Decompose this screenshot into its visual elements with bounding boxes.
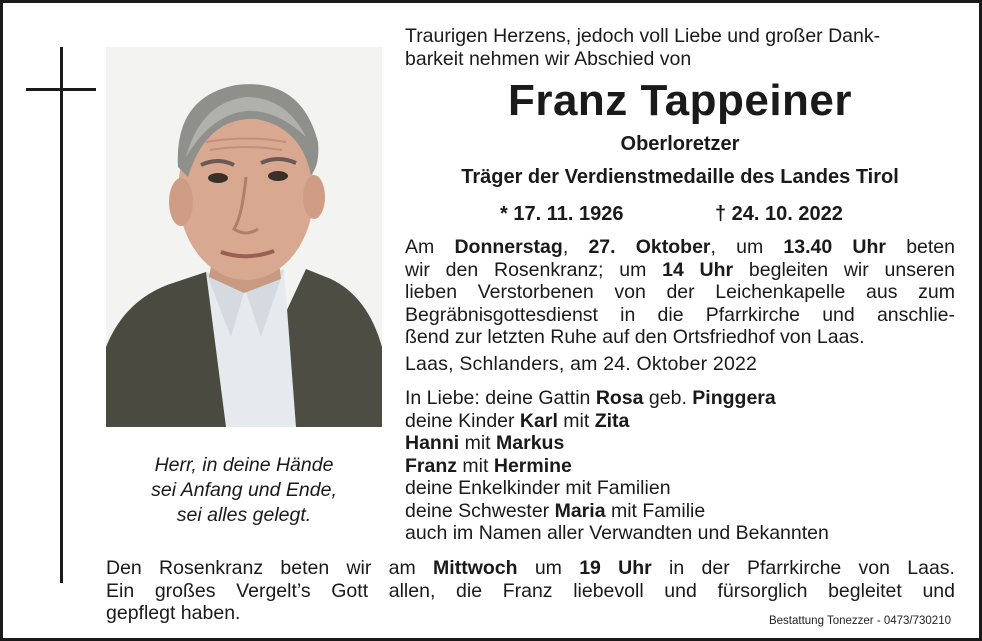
honor: Träger der Verdienstmedaille des Landes Tirol [461,166,899,188]
bible-verse [106,453,382,528]
closing-line: Den Rosenkranz beten wir am Mittwoch um 19 Uhr in der Pfarrkirche von Laas. [106,557,955,579]
family-line: deine Schwester Maria mit Familie [405,499,706,522]
notice-line: wir den Rosenkranz; um 14 Uhr begleiten wir unseren [405,258,955,281]
portrait-photo [106,47,382,427]
family-line: deine Enkelkinder mit Familien [405,477,671,499]
notice-line: ßend zur letzten Ruhe auf den Ortsfriedhof von Laas. [405,326,865,348]
family-line: Franz mit Hermine [405,454,572,477]
intro-text [405,25,955,70]
intro-line: Traurigen Herzens, jedoch voll Liebe und großer Dank- [405,25,881,47]
nickname: Oberloretzer [620,133,740,155]
family-line: Hanni mit Markus [405,432,565,454]
notice-line: Am Donnerstag, 27. Oktober, um 13.40 Uhr beten [405,236,955,258]
notice-line: Begräbnisgottesdienst in die Pfarrkirche und anschlie- [405,303,955,326]
deceased-name: Franz Tappeiner [507,76,853,125]
closing-line: gepflegt haben. [106,602,241,624]
funeral-notice [405,236,955,349]
family-line: deine Kinder Karl mit Zita [405,409,630,432]
family-line: auch im Namen aller Verwandten und Bekannten [405,522,829,544]
death-date: † 24. 10. 2022 [715,203,843,225]
closing-line: Ein großes Vergelt’s Gott allen, die Franz liebevoll und fürsorglich begleitet und [106,579,955,602]
birth-date: * 17. 11. 1926 [500,203,624,225]
notice-line: lieben Verstorbenen von der Leichenkapelle aus zum [405,281,955,303]
verse-line: sei Anfang und Ende, [151,479,337,501]
verse-line: Herr, in deine Hände [154,454,334,476]
verse-line: sei alles gelegt. [176,504,312,526]
family-list [405,387,955,545]
cross-icon-horizontal [26,88,96,91]
undertaker-credit: Bestattung Tonezzer - 0473/730210 [768,615,951,627]
place-date: Laas, Schlanders, am 24. Oktober 2022 [405,353,758,375]
intro-line: barkeit nehmen wir Abschied von [405,47,692,70]
cross-icon-vertical [60,47,63,583]
family-line: In Liebe: deine Gattin Rosa geb. Pinggera [405,387,776,409]
